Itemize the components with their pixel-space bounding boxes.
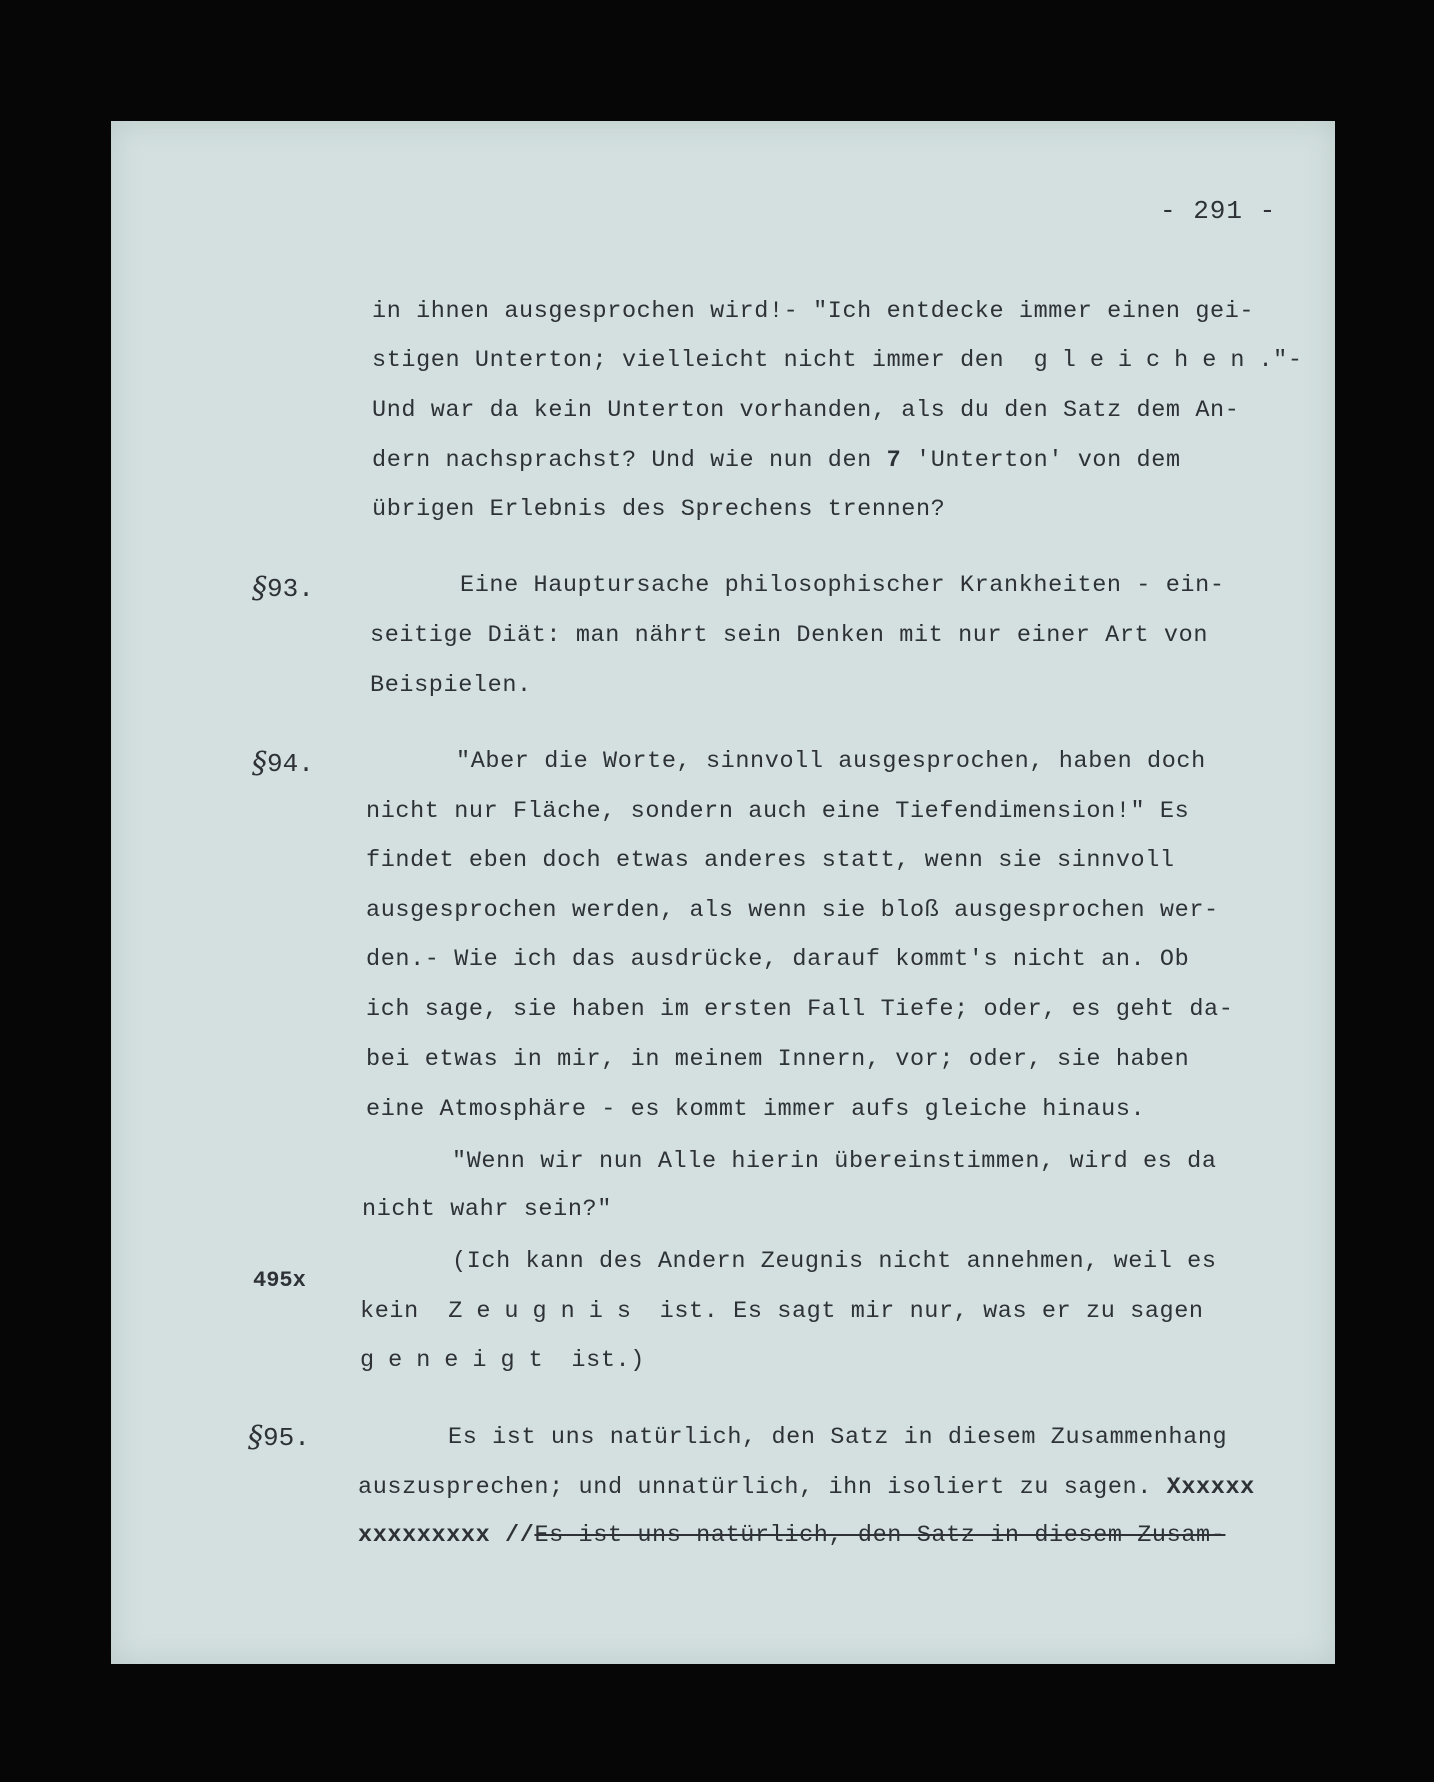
- text-line: [358, 1474, 1255, 1501]
- emphasized-word: gleichen: [1033, 347, 1259, 374]
- text-segment: 'Unterton' von dem: [916, 447, 1181, 474]
- text-segment: stigen Unterton; vielleicht nicht immer den: [372, 347, 1005, 374]
- text-line: [358, 1522, 1225, 1549]
- section-mark: §: [252, 746, 267, 781]
- emphasized-word: geneigt: [360, 1347, 557, 1374]
- text-line: nicht nur Fläche, sondern auch eine Tiefendimension!" Es: [366, 798, 1190, 825]
- text-line: [372, 347, 1303, 374]
- handwritten-mark: 7: [886, 447, 902, 474]
- remark-number-text: 95.: [263, 1423, 310, 1453]
- text-line: Eine Hauptursache philosophischer Krankheiten - ein-: [460, 572, 1225, 599]
- text-segment: ist. Es sagt mir nur, was er zu sagen: [659, 1298, 1204, 1325]
- section-mark: §: [252, 571, 267, 606]
- text-line: Und war da kein Unterton vorhanden, als du den Satz dem An-: [372, 397, 1240, 424]
- text-line: "Aber die Worte, sinnvoll ausgesprochen, haben doch: [456, 748, 1206, 775]
- text-line: ich sage, sie haben im ersten Fall Tiefe; oder, es geht da-: [366, 996, 1234, 1023]
- text-line: den.- Wie ich das ausdrücke, darauf kommt's nicht an. Ob: [366, 946, 1190, 973]
- text-segment: auszusprechen; und unnatürlich, ihn isoliert zu sagen.: [358, 1474, 1152, 1501]
- text-line: eine Atmosphäre - es kommt immer aufs gleiche hinaus.: [366, 1096, 1146, 1123]
- text-line: findet eben doch etwas anderes statt, wenn sie sinnvoll: [366, 847, 1175, 874]
- text-line: in ihnen ausgesprochen wird!- "Ich entdecke immer einen gei-: [372, 298, 1255, 325]
- text-line: ausgesprochen werden, als wenn sie bloß ausgesprochen wer-: [366, 897, 1219, 924]
- text-line: übrigen Erlebnis des Sprechens trennen?: [372, 496, 946, 523]
- text-segment: kein: [360, 1298, 419, 1325]
- typed-over-text: xxxxxxxxx //: [358, 1522, 535, 1549]
- text-line: (Ich kann des Andern Zeugnis nicht annehmen, weil es: [452, 1248, 1217, 1275]
- text-line: [372, 447, 1181, 474]
- text-line: bei etwas in mir, in meinem Innern, vor; oder, sie haben: [366, 1046, 1190, 1073]
- page-number: - 291 -: [1160, 196, 1277, 226]
- section-mark: §: [248, 1420, 263, 1455]
- text-segment: ist.): [571, 1347, 645, 1374]
- text-line: [360, 1347, 645, 1374]
- remark-number-text: 94.: [267, 749, 314, 779]
- struck-through-text: Es ist uns natürlich, den Satz in diesem Zusam-: [534, 1522, 1226, 1549]
- text-line: nicht wahr sein?": [362, 1196, 612, 1223]
- text-segment: dern nachsprachst? Und wie nun den: [372, 447, 872, 474]
- remark-number-493: [252, 569, 314, 604]
- text-line: "Wenn wir nun Alle hierin übereinstimmen, wird es da: [452, 1148, 1217, 1175]
- emphasized-word: Zeugnis: [448, 1298, 645, 1325]
- text-line: Beispielen.: [370, 672, 532, 699]
- text-line: Es ist uns natürlich, den Satz in diesem Zusammenhang: [448, 1424, 1228, 1451]
- text-line: seitige Diät: man nährt sein Denken mit nur einer Art von: [370, 622, 1209, 649]
- typed-over-text: Xxxxxx: [1166, 1474, 1255, 1501]
- remark-number-495: [248, 1418, 310, 1453]
- remark-number-495x: 495x: [253, 1268, 306, 1293]
- remark-number-text: 93.: [267, 574, 314, 604]
- remark-number-494: [252, 744, 314, 779]
- text-segment: ."-: [1258, 347, 1303, 374]
- text-line: [360, 1298, 1204, 1325]
